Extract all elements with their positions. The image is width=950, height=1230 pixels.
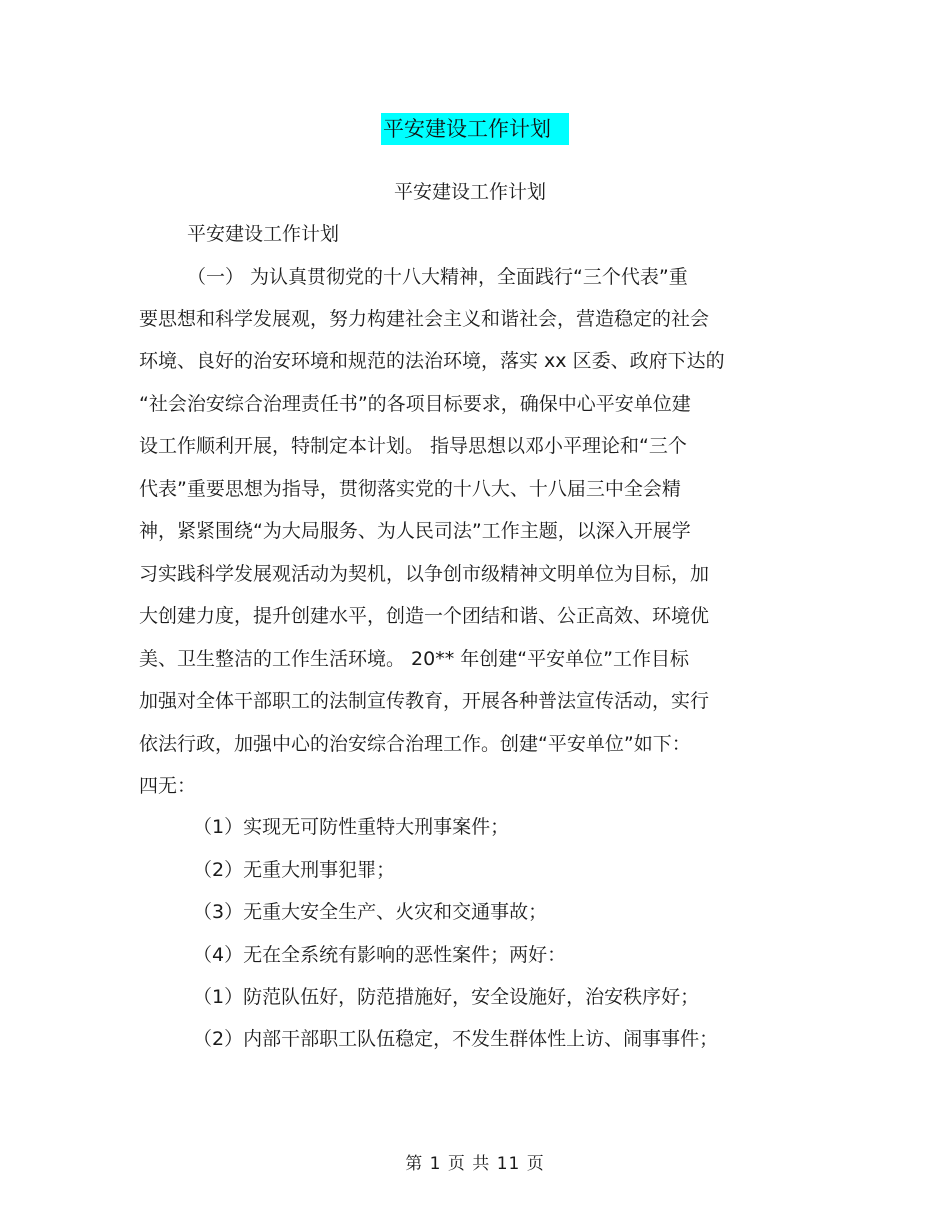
body-line: 设工作顺利开展，特制定本计划。 指导思想以邓小平理论和“三个	[139, 435, 687, 457]
title-container	[0, 113, 950, 145]
document-title: 平安建设工作计划	[381, 113, 569, 145]
body-line: “社会治安综合治理责任书”的各项目标要求，确保中心平安单位建	[139, 393, 691, 415]
body-line: 要思想和科学发展观，努力构建社会主义和谐社会，营造稳定的社会	[139, 308, 710, 330]
body-line: 代表”重要思想为指导，贯彻落实党的十八大、十八届三中全会精	[139, 478, 681, 500]
body-line: 神，紧紧围绕“为大局服务、为人民司法”工作主题，以深入开展学	[139, 520, 691, 542]
body-line: 大创建力度，提升创建水平，创造一个团结和谐、公正高效、环境优	[139, 605, 710, 627]
body-line: 环境、良好的治安环境和规范的法治环境，落实 xx 区委、政府下达的	[139, 350, 725, 372]
list-item: （1）实现无可防性重特大刑事案件；	[193, 816, 510, 838]
page-footer: 第 1 页 共 11 页	[405, 1154, 545, 1174]
body-line: 加强对全体干部职工的法制宣传教育，开展各种普法宣传活动，实行	[139, 690, 710, 712]
body-line: 习实践科学发展观活动为契机，以争创市级精神文明单位为目标，加	[139, 563, 710, 585]
body-line: （一） 为认真贯彻党的十八大精神，全面践行“三个代表”重	[187, 266, 688, 288]
body-line: 美、卫生整洁的工作生活环境。 20** 年创建“平安单位”工作目标	[139, 648, 689, 670]
list-item: （4）无在全系统有影响的恶性案件；两好：	[193, 944, 567, 966]
body-line: 四无：	[139, 775, 197, 797]
body-line: 依法行政，加强中心的治安综合治理工作。创建“平安单位”如下：	[139, 733, 691, 755]
list-item: （2）内部干部职工队伍稳定，不发生群体性上访、闹事事件；	[193, 1028, 719, 1050]
document-subtitle: 平安建设工作计划	[393, 181, 546, 203]
list-item: （1）防范队伍好，防范措施好，安全设施好，治安秩序好；	[193, 986, 700, 1008]
list-item: （2）无重大刑事犯罪；	[193, 859, 396, 881]
body-line: 平安建设工作计划	[187, 223, 340, 245]
list-item: （3）无重大安全生产、火灾和交通事故；	[193, 901, 548, 923]
